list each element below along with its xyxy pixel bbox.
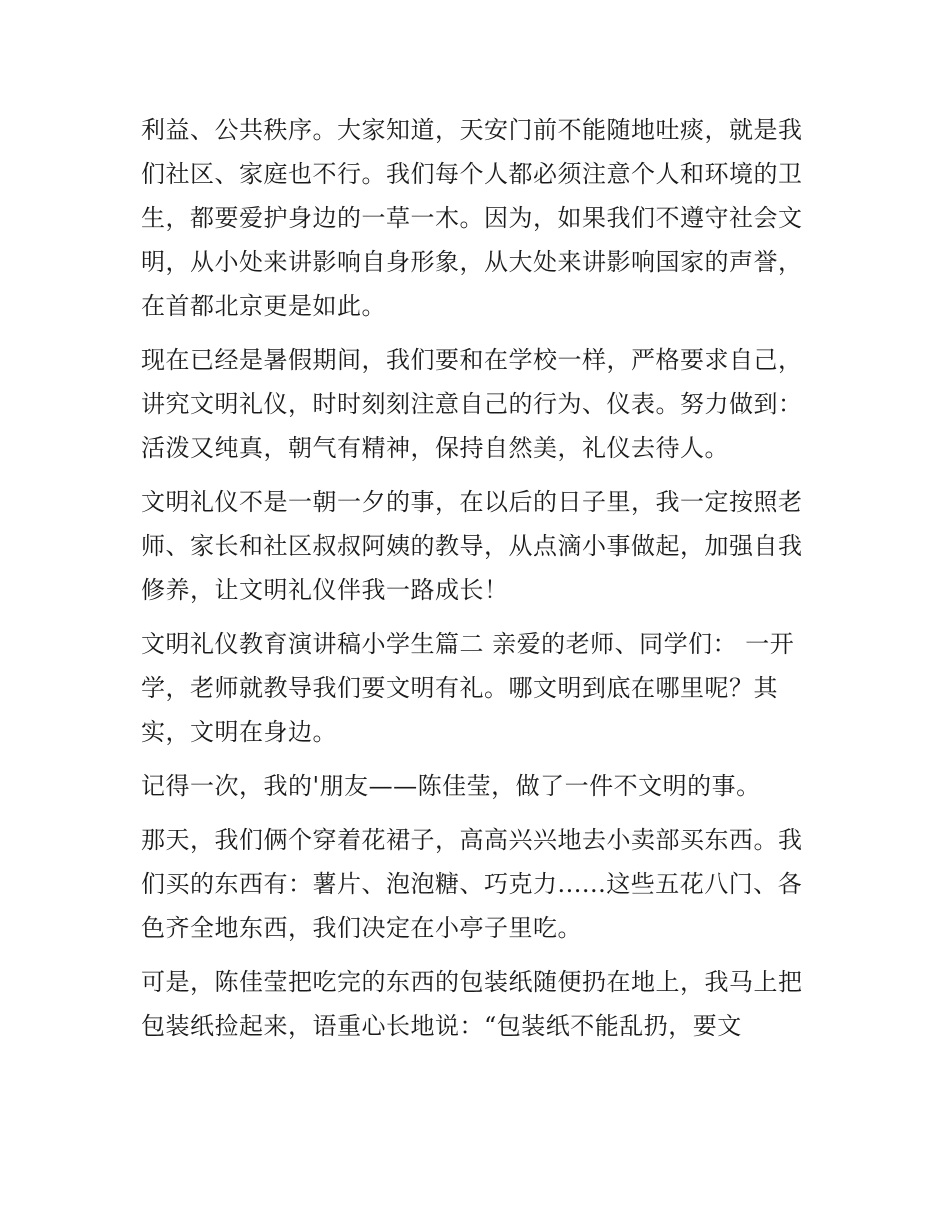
text-line: 文明礼仪教育演讲稿小学生篇二 亲爱的老师、同学们： 一开 bbox=[141, 630, 795, 658]
paragraph bbox=[141, 338, 813, 470]
text-line: 生，都要爱护身边的一草一木。因为，如果我们不遵守社会文 bbox=[141, 204, 803, 232]
paragraph bbox=[141, 480, 813, 612]
text-line: 在首都北京更是如此。 bbox=[141, 292, 386, 320]
text-line: 那天，我们俩个穿着花裙子，高高兴兴地去小卖部买东西。我 bbox=[141, 826, 803, 854]
text-line: 修养，让文明礼仪伴我一路成长！ bbox=[141, 576, 509, 604]
text-line: 现在已经是暑假期间，我们要和在学校一样，严格要求自己， bbox=[141, 346, 803, 374]
text-line: 实，文明在身边。 bbox=[141, 718, 337, 746]
text-line: 明，从小处来讲影响自身形象，从大处来讲影响国家的声誉， bbox=[141, 248, 803, 276]
text-line: 包装纸捡起来，语重心长地说：“包装纸不能乱扔，要文 bbox=[141, 1012, 742, 1040]
text-line: 利益、公共秩序。大家知道，天安门前不能随地吐痰，就是我 bbox=[141, 116, 803, 144]
paragraph bbox=[141, 818, 813, 950]
text-line: 学，老师就教导我们要文明有礼。哪文明到底在哪里呢？其 bbox=[141, 674, 778, 702]
text-line: 讲究文明礼仪，时时刻刻注意自己的行为、仪表。努力做到： bbox=[141, 390, 803, 418]
paragraph bbox=[141, 622, 813, 754]
text-line: 记得一次，我的'朋友——陈佳莹，做了一件不文明的事。 bbox=[141, 772, 761, 800]
text-line: 们买的东西有：薯片、泡泡糖、巧克力......这些五花八门、各 bbox=[141, 870, 803, 898]
text-line: 们社区、家庭也不行。我们每个人都必须注意个人和环境的卫 bbox=[141, 160, 803, 188]
text-line: 活泼又纯真，朝气有精神，保持自然美，礼仪去待人。 bbox=[141, 434, 729, 462]
text-line: 文明礼仪不是一朝一夕的事，在以后的日子里，我一定按照老 bbox=[141, 488, 803, 516]
text-line: 可是，陈佳莹把吃完的东西的包装纸随便扔在地上，我马上把 bbox=[141, 968, 803, 996]
text-line: 色齐全地东西，我们决定在小亭子里吃。 bbox=[141, 914, 582, 942]
text-line: 师、家长和社区叔叔阿姨的教导，从点滴小事做起，加强自我 bbox=[141, 532, 803, 560]
paragraph bbox=[141, 960, 813, 1048]
paragraph bbox=[141, 764, 813, 808]
document-body bbox=[141, 108, 813, 1048]
paragraph bbox=[141, 108, 813, 328]
